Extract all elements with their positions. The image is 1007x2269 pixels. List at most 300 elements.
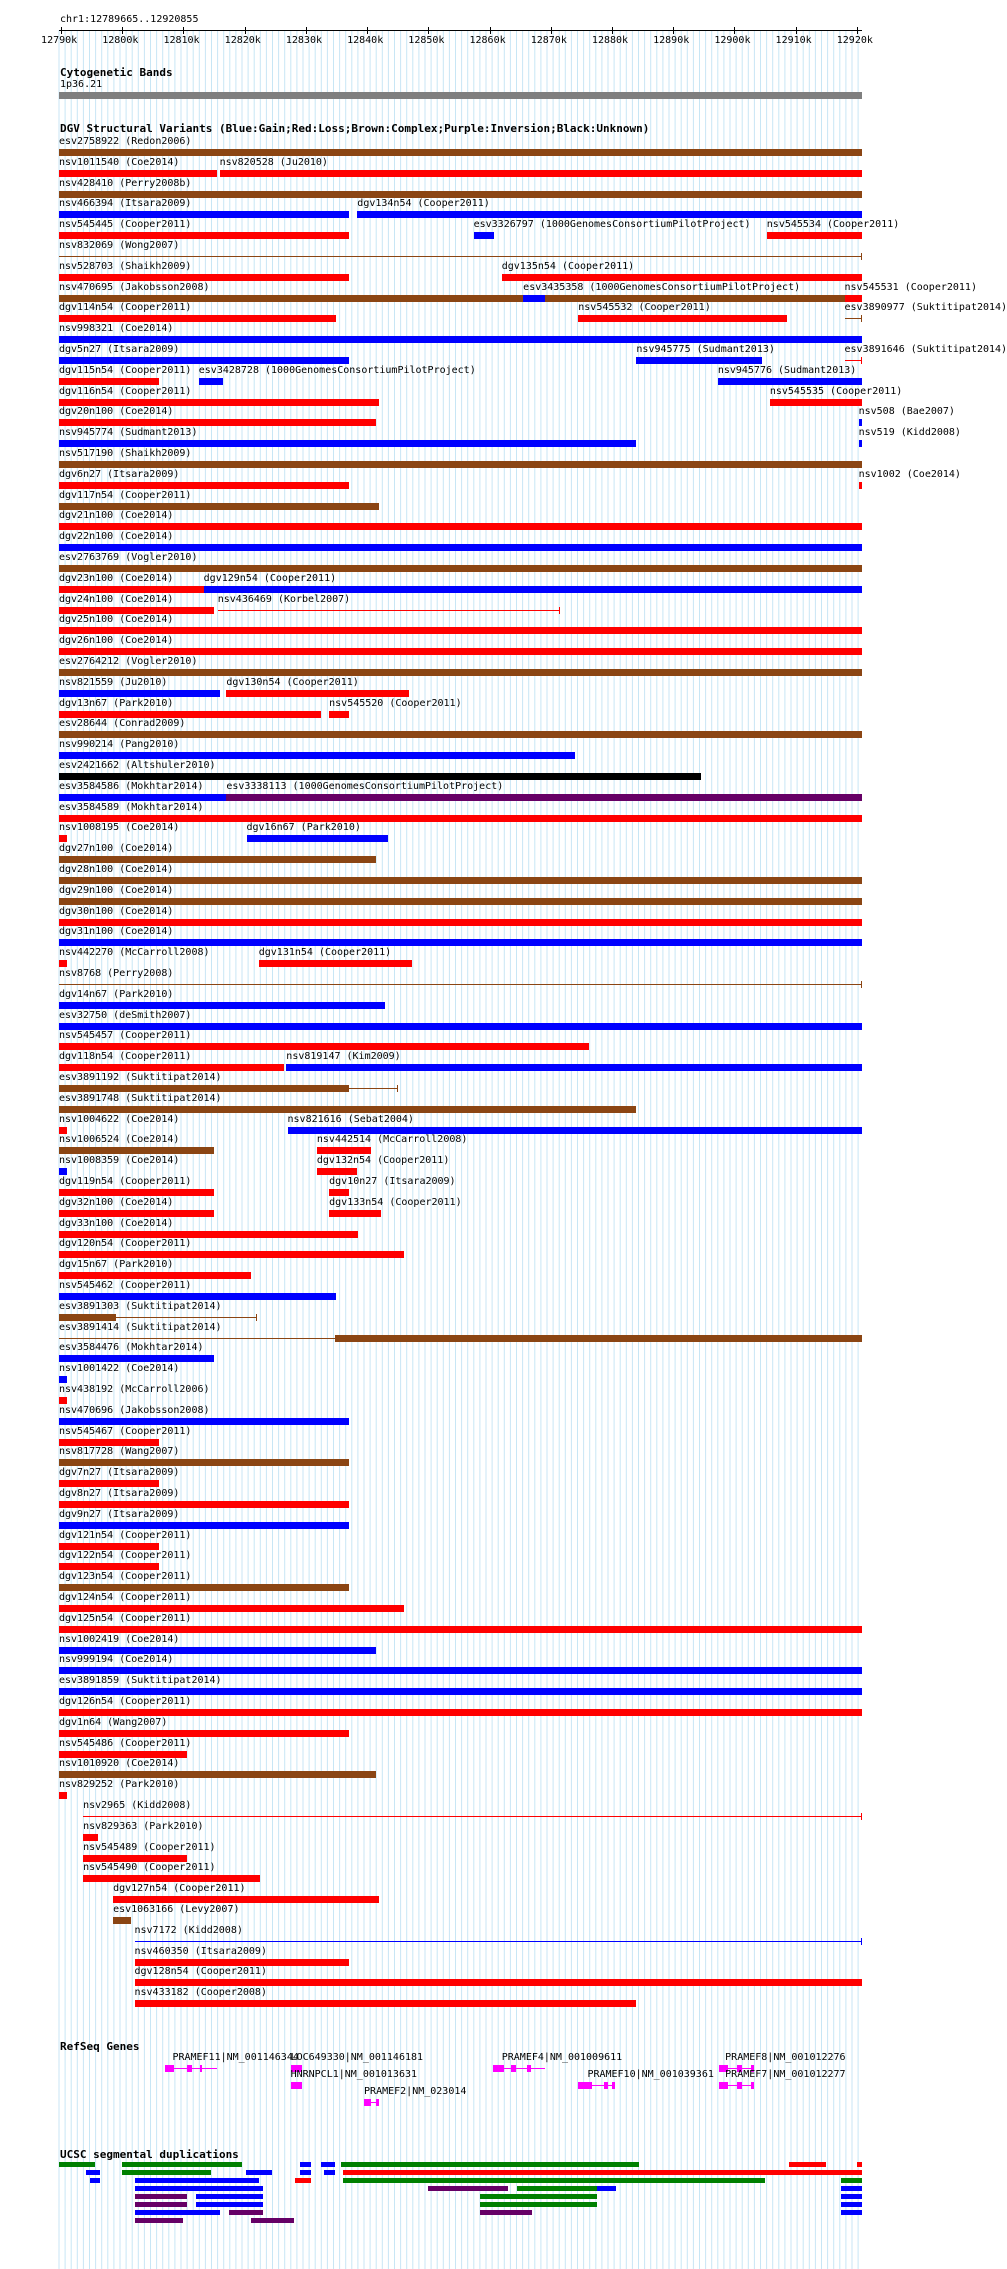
refseq-gene-exon[interactable] xyxy=(200,2065,202,2072)
dgv-feature-bar[interactable] xyxy=(83,1855,186,1862)
segdup-feature-bar[interactable] xyxy=(59,2162,95,2167)
dgv-feature-label: dgv129n54 (Cooper2011) xyxy=(203,572,337,584)
dgv-feature-label: dgv119n54 (Cooper2011) xyxy=(59,1176,192,1187)
refseq-track-title[interactable]: RefSeq Genes xyxy=(60,2040,140,2053)
dgv-feature-label: dgv26n100 (Coe2014) xyxy=(59,635,174,647)
segdup-feature-bar[interactable] xyxy=(789,2162,826,2167)
dgv-feature-label: dgv1n64 (Wang2007) xyxy=(59,1716,168,1728)
refseq-gene-exon[interactable] xyxy=(527,2065,530,2072)
ruler-axis-line xyxy=(59,30,862,31)
segdup-feature-bar[interactable] xyxy=(122,2170,211,2175)
segdup-feature-bar[interactable] xyxy=(135,2194,187,2199)
dgv-feature-bar[interactable] xyxy=(199,378,223,385)
dgv-feature-bar[interactable] xyxy=(59,856,376,863)
ruler-tick-label: 12790k xyxy=(41,35,78,46)
dgv-feature-bar[interactable] xyxy=(59,191,862,198)
dgv-feature-bar[interactable] xyxy=(59,1251,404,1258)
dgv-feature-label: dgv5n27 (Itsara2009) xyxy=(59,344,180,355)
dgv-feature-bar[interactable] xyxy=(59,773,701,780)
ruler-tick xyxy=(857,27,858,34)
dgv-feature-bar[interactable] xyxy=(59,607,214,614)
dgv-feature-label: nsv1002419 (Coe2014) xyxy=(59,1633,180,1645)
dgv-feature-line[interactable] xyxy=(349,1088,398,1089)
ruler-tick-label: 12870k xyxy=(530,35,567,46)
dgv-feature-bar[interactable] xyxy=(59,1376,67,1383)
dgv-feature-bar[interactable] xyxy=(59,1563,159,1570)
dgv-feature-end xyxy=(861,1938,862,1945)
dgv-feature-bar[interactable] xyxy=(718,378,862,385)
dgv-feature-bar[interactable] xyxy=(59,835,67,842)
segdup-feature-bar[interactable] xyxy=(321,2162,335,2167)
dgv-feature-bar[interactable] xyxy=(59,898,862,905)
dgv-feature-bar[interactable] xyxy=(59,815,862,822)
dgv-feature-bar[interactable] xyxy=(329,1189,349,1196)
dgv-feature-label: dgv21n100 (Coe2014) xyxy=(59,510,174,522)
dgv-feature-bar[interactable] xyxy=(767,232,862,239)
dgv-feature-line[interactable] xyxy=(59,1338,336,1339)
dgv-feature-label: dgv6n27 (Itsara2009) xyxy=(59,468,180,480)
dgv-feature-bar[interactable] xyxy=(59,1127,67,1134)
segdup-feature-bar[interactable] xyxy=(90,2178,100,2183)
dgv-feature-bar[interactable] xyxy=(59,170,217,177)
dgv-feature-bar[interactable] xyxy=(317,1168,357,1175)
dgv-feature-label: esv2758922 (Redon2006) xyxy=(59,136,192,147)
dgv-feature-label: esv3584586 (Mokhtar2014) xyxy=(59,780,204,792)
refseq-gene-exon[interactable] xyxy=(578,2082,592,2089)
segdup-feature-bar[interactable] xyxy=(122,2162,241,2167)
dgv-feature-bar[interactable] xyxy=(59,669,862,676)
segdup-feature-bar[interactable] xyxy=(480,2202,596,2207)
dgv-feature-bar[interactable] xyxy=(859,440,862,447)
dgv-feature-bar[interactable] xyxy=(59,1751,187,1758)
dgv-feature-line[interactable] xyxy=(83,1816,862,1817)
dgv-feature-bar[interactable] xyxy=(59,1605,404,1612)
dgv-feature-label: nsv545535 (Cooper2011) xyxy=(769,385,903,397)
dgv-feature-label: nsv545445 (Cooper2011) xyxy=(59,219,192,231)
dgv-feature-label: dgv125n54 (Cooper2011) xyxy=(59,1612,192,1624)
dgv-feature-label: nsv545532 (Cooper2011) xyxy=(578,302,711,314)
dgv-feature-label: dgv31n100 (Coe2014) xyxy=(59,926,174,938)
dgv-feature-line[interactable] xyxy=(59,984,862,985)
dgv-feature-bar[interactable] xyxy=(59,232,349,239)
dgv-feature-label: nsv438192 (McCarroll2006) xyxy=(59,1384,210,1395)
refseq-gene-exon[interactable] xyxy=(291,2082,302,2089)
dgv-feature-label: esv2763769 (Vogler2010) xyxy=(59,552,198,563)
dgv-feature-bar[interactable] xyxy=(59,1397,67,1404)
dgv-feature-bar[interactable] xyxy=(59,1688,862,1695)
dgv-feature-end xyxy=(861,981,862,988)
segdup-feature-bar[interactable] xyxy=(196,2194,263,2199)
dgv-feature-label: nsv470696 (Jakobsson2008) xyxy=(59,1404,210,1416)
dgv-feature-bar[interactable] xyxy=(59,565,862,572)
dgv-feature-bar[interactable] xyxy=(357,211,862,218)
ruler-tick xyxy=(245,27,246,34)
dgv-feature-label: dgv132n54 (Cooper2011) xyxy=(316,1155,450,1167)
segdup-feature-bar[interactable] xyxy=(343,2170,862,2175)
dgv-feature-bar[interactable] xyxy=(59,1771,376,1778)
refseq-gene-exon[interactable] xyxy=(493,2065,504,2072)
dgv-feature-bar[interactable] xyxy=(59,711,321,718)
dgv-feature-bar[interactable] xyxy=(59,939,862,946)
dgv-feature-label: esv3891192 (Suktitipat2014) xyxy=(59,1072,222,1083)
dgv-feature-bar[interactable] xyxy=(113,1896,379,1903)
dgv-feature-bar[interactable] xyxy=(220,170,862,177)
cytoband-label: 1p36.21 xyxy=(60,79,103,90)
dgv-feature-bar[interactable] xyxy=(59,731,862,738)
dgv-feature-bar[interactable] xyxy=(135,1959,349,1966)
dgv-feature-bar[interactable] xyxy=(59,1584,349,1591)
dgv-feature-line[interactable] xyxy=(135,1941,862,1942)
cytoband-track-title[interactable]: Cytogenetic Bands xyxy=(60,66,173,79)
dgv-feature-bar[interactable] xyxy=(336,1335,862,1342)
segdup-feature-bar[interactable] xyxy=(841,2194,862,2199)
dgv-feature-bar[interactable] xyxy=(59,1501,349,1508)
dgv-feature-label: nsv433182 (Cooper2008) xyxy=(134,1987,267,1999)
dgv-feature-bar[interactable] xyxy=(636,357,761,364)
dgv-feature-bar[interactable] xyxy=(59,1355,214,1362)
dgv-feature-label: nsv990214 (Pang2010) xyxy=(59,739,180,751)
dgv-feature-label: dgv20n100 (Coe2014) xyxy=(59,406,174,418)
segdup-feature-bar[interactable] xyxy=(135,2210,221,2215)
dgv-feature-bar[interactable] xyxy=(59,274,349,281)
dgv-feature-label: nsv817728 (Wang2007) xyxy=(59,1446,180,1458)
dgv-feature-bar[interactable] xyxy=(59,690,220,697)
dgv-feature-label: nsv945774 (Sudmant2013) xyxy=(59,427,198,439)
segdup-feature-bar[interactable] xyxy=(341,2162,640,2167)
ruler-tick-label: 12880k xyxy=(591,35,629,46)
dgv-feature-label: nsv545462 (Cooper2011) xyxy=(59,1280,192,1291)
refseq-gene-label: PRAMEF7|NM_001012277 xyxy=(725,2069,846,2080)
dgv-feature-label: nsv1006524 (Coe2014) xyxy=(59,1134,180,1146)
dgv-feature-bar[interactable] xyxy=(59,357,349,364)
dgv-feature-bar[interactable] xyxy=(59,1147,214,1154)
dgv-track-title[interactable]: DGV Structural Variants (Blue:Gain;Red:Loss;Brown:Complex;Purple:Inversion;Black:Unknown) xyxy=(60,122,650,135)
dgv-feature-bar[interactable] xyxy=(59,1626,862,1633)
dgv-feature-bar[interactable] xyxy=(59,877,862,884)
dgv-feature-label: esv3891859 (Suktitipat2014) xyxy=(59,1675,222,1687)
refseq-gene-exon[interactable] xyxy=(376,2099,379,2106)
segdup-feature-bar[interactable] xyxy=(480,2194,596,2199)
refseq-gene-label: PRAMEF10|NM_001039361 xyxy=(587,2069,714,2080)
dgv-feature-label: esv3584476 (Mokhtar2014) xyxy=(59,1342,204,1354)
dgv-feature-label: dgv8n27 (Itsara2009) xyxy=(59,1488,180,1499)
dgv-feature-label: esv3891646 (Suktitipat2014) xyxy=(844,344,1007,355)
dgv-feature-bar[interactable] xyxy=(59,1293,336,1300)
dgv-feature-label: esv3584589 (Mokhtar2014) xyxy=(59,801,204,813)
dgv-feature-label: nsv999194 (Coe2014) xyxy=(59,1654,174,1666)
dgv-feature-label: dgv115n54 (Cooper2011) xyxy=(59,364,192,376)
segdup-feature-bar[interactable] xyxy=(428,2186,508,2191)
dgv-feature-bar[interactable] xyxy=(502,274,862,281)
dgv-feature-label: esv3890977 (Suktitipat2014) xyxy=(844,302,1007,314)
segdup-feature-bar[interactable] xyxy=(86,2170,99,2175)
dgv-feature-label: nsv832069 (Wong2007) xyxy=(59,240,180,251)
dgv-feature-bar[interactable] xyxy=(204,586,862,593)
dgv-feature-bar[interactable] xyxy=(59,399,379,406)
segdup-feature-bar[interactable] xyxy=(517,2186,600,2191)
dgv-feature-bar[interactable] xyxy=(59,1543,159,1550)
ruler-tick-label: 12900k xyxy=(714,35,751,46)
dgv-feature-label: nsv1011540 (Coe2014) xyxy=(59,156,180,168)
dgv-feature-bar[interactable] xyxy=(845,295,862,302)
segdup-feature-bar[interactable] xyxy=(135,2186,264,2191)
dgv-feature-bar[interactable] xyxy=(474,232,495,239)
ruler-tick-label: 12890k xyxy=(653,35,690,46)
dgv-feature-bar[interactable] xyxy=(113,1917,131,1924)
segdup-feature-bar[interactable] xyxy=(135,2218,184,2223)
ruler-tick-label: 12800k xyxy=(102,35,139,46)
refseq-gene-label: PRAMEF4|NM_001009611 xyxy=(501,2052,623,2063)
dgv-feature-label: dgv127n54 (Cooper2011) xyxy=(113,1883,246,1895)
dgv-feature-label: dgv135n54 (Cooper2011) xyxy=(501,260,635,272)
dgv-feature-bar[interactable] xyxy=(317,1147,371,1154)
dgv-feature-bar[interactable] xyxy=(247,835,388,842)
dgv-feature-label: nsv545531 (Cooper2011) xyxy=(844,281,977,293)
dgv-feature-bar[interactable] xyxy=(59,1189,214,1196)
ruler-tick xyxy=(490,27,491,34)
dgv-feature-label: dgv117n54 (Cooper2011) xyxy=(59,489,192,501)
segdup-feature-bar[interactable] xyxy=(841,2202,862,2207)
dgv-feature-end xyxy=(861,315,862,322)
dgv-feature-bar[interactable] xyxy=(329,1210,380,1217)
dgv-feature-label: nsv436469 (Korbel2007) xyxy=(217,593,351,605)
segdup-feature-bar[interactable] xyxy=(300,2162,311,2167)
refseq-gene-label: HNRNPCL1|NM_001013631 xyxy=(290,2069,418,2080)
dgv-feature-label: dgv27n100 (Coe2014) xyxy=(59,843,174,855)
dgv-feature-label: nsv545486 (Cooper2011) xyxy=(59,1737,192,1749)
dgv-feature-bar[interactable] xyxy=(59,1106,636,1113)
dgv-feature-label: nsv545457 (Cooper2011) xyxy=(59,1030,192,1042)
refseq-gene-exon[interactable] xyxy=(511,2065,516,2072)
dgv-feature-line[interactable] xyxy=(845,360,862,361)
segdup-feature-bar[interactable] xyxy=(841,2178,862,2183)
ruler-tick xyxy=(122,27,123,34)
dgv-feature-label: dgv28n100 (Coe2014) xyxy=(59,864,174,875)
segdup-feature-bar[interactable] xyxy=(480,2210,532,2215)
ruler-range-label: chr1:12789665..12920855 xyxy=(60,14,199,25)
segdup-feature-bar[interactable] xyxy=(135,2202,187,2207)
dgv-feature-bar[interactable] xyxy=(578,315,787,322)
dgv-feature-label: dgv32n100 (Coe2014) xyxy=(59,1196,174,1208)
segdup-feature-bar[interactable] xyxy=(300,2170,311,2175)
dgv-feature-bar[interactable] xyxy=(259,960,412,967)
refseq-gene-exon[interactable] xyxy=(165,2065,174,2072)
dgv-feature-end xyxy=(397,1085,398,1092)
dgv-feature-bar[interactable] xyxy=(59,336,862,343)
dgv-feature-bar[interactable] xyxy=(59,1064,284,1071)
dgv-feature-line[interactable] xyxy=(218,610,560,611)
dgv-feature-bar[interactable] xyxy=(59,1023,862,1030)
dgv-feature-line[interactable] xyxy=(59,256,862,257)
dgv-feature-bar[interactable] xyxy=(59,1002,385,1009)
dgv-feature-label: dgv128n54 (Cooper2011) xyxy=(134,1966,267,1978)
dgv-feature-bar[interactable] xyxy=(135,2000,637,2007)
refseq-gene-exon[interactable] xyxy=(187,2065,193,2072)
dgv-feature-bar[interactable] xyxy=(770,399,862,406)
dgv-feature-bar[interactable] xyxy=(59,1667,862,1674)
ruler-tick-label: 12820k xyxy=(224,35,261,46)
dgv-feature-bar[interactable] xyxy=(59,960,67,967)
dgv-feature-label: esv3326797 (1000GenomesConsortiumPilotProject) xyxy=(473,219,751,231)
dgv-feature-label: dgv123n54 (Cooper2011) xyxy=(59,1571,192,1583)
dgv-feature-bar[interactable] xyxy=(523,295,544,302)
dgv-feature-label: esv2421662 (Altshuler2010) xyxy=(59,760,216,771)
dgv-feature-label: nsv1008195 (Coe2014) xyxy=(59,822,180,834)
ruler-tick xyxy=(428,27,429,34)
ruler-tick xyxy=(734,27,735,34)
dgv-feature-bar[interactable] xyxy=(59,295,862,302)
ruler-tick xyxy=(673,27,674,34)
dgv-feature-bar[interactable] xyxy=(859,482,862,489)
refseq-gene-exon[interactable] xyxy=(604,2082,608,2089)
dgv-feature-bar[interactable] xyxy=(59,1210,214,1217)
dgv-feature-bar[interactable] xyxy=(59,1418,349,1425)
dgv-feature-label: dgv7n27 (Itsara2009) xyxy=(59,1467,180,1479)
dgv-feature-label: nsv1002 (Coe2014) xyxy=(858,468,961,480)
ruler-tick xyxy=(367,27,368,34)
dgv-feature-line[interactable] xyxy=(845,318,862,319)
dgv-feature-bar[interactable] xyxy=(329,711,349,718)
dgv-feature-label: dgv15n67 (Park2010) xyxy=(59,1259,174,1271)
dgv-feature-label: dgv30n100 (Coe2014) xyxy=(59,905,174,917)
refseq-gene-exon[interactable] xyxy=(751,2082,753,2089)
dgv-feature-bar[interactable] xyxy=(59,1085,349,1092)
ruler-tick-label: 12920k xyxy=(836,35,873,46)
dgv-feature-bar[interactable] xyxy=(59,503,379,510)
segdup-feature-bar[interactable] xyxy=(135,2178,260,2183)
dgv-feature-bar[interactable] xyxy=(59,461,862,468)
dgv-feature-bar[interactable] xyxy=(59,315,336,322)
dgv-feature-bar[interactable] xyxy=(59,919,862,926)
ruler-tick xyxy=(183,27,184,34)
dgv-feature-bar[interactable] xyxy=(59,419,376,426)
dgv-feature-bar[interactable] xyxy=(59,523,862,530)
dgv-feature-bar[interactable] xyxy=(59,440,636,447)
dgv-feature-label: dgv122n54 (Cooper2011) xyxy=(59,1550,192,1562)
dgv-feature-bar[interactable] xyxy=(59,1168,67,1175)
dgv-feature-bar[interactable] xyxy=(59,1730,349,1737)
dgv-feature-label: nsv442270 (McCarroll2008) xyxy=(59,947,210,959)
segdup-feature-bar[interactable] xyxy=(246,2170,272,2175)
dgv-feature-label: dgv23n100 (Coe2014) xyxy=(59,572,174,584)
dgv-feature-bar[interactable] xyxy=(135,1979,862,1986)
dgv-feature-label: nsv945775 (Sudmant2013) xyxy=(636,344,775,355)
ruler-tick xyxy=(612,27,613,34)
dgv-feature-label: dgv131n54 (Cooper2011) xyxy=(258,947,392,959)
dgv-feature-label: dgv126n54 (Cooper2011) xyxy=(59,1696,192,1707)
dgv-feature-bar[interactable] xyxy=(59,1314,116,1321)
cytoband-bar[interactable] xyxy=(59,92,862,99)
dgv-feature-bar[interactable] xyxy=(59,1272,251,1279)
ruler-tick-label: 12840k xyxy=(347,35,384,46)
dgv-feature-bar[interactable] xyxy=(226,794,862,801)
ruler-tick xyxy=(796,27,797,34)
dgv-feature-bar[interactable] xyxy=(59,794,226,801)
dgv-feature-label: esv2764212 (Vogler2010) xyxy=(59,656,198,667)
dgv-feature-label: dgv121n54 (Cooper2011) xyxy=(59,1529,192,1541)
segdup-feature-bar[interactable] xyxy=(251,2218,294,2223)
dgv-feature-label: esv3891748 (Suktitipat2014) xyxy=(59,1092,222,1104)
segdup-feature-bar[interactable] xyxy=(597,2186,617,2191)
dgv-feature-bar[interactable] xyxy=(59,378,159,385)
dgv-feature-label: dgv29n100 (Coe2014) xyxy=(59,884,174,896)
ruler-tick-label: 12860k xyxy=(469,35,506,46)
dgv-feature-bar[interactable] xyxy=(59,1043,589,1050)
dgv-feature-bar[interactable] xyxy=(59,648,862,655)
segdup-feature-bar[interactable] xyxy=(229,2210,263,2215)
segdup-feature-bar[interactable] xyxy=(841,2210,862,2215)
dgv-feature-label: dgv114n54 (Cooper2011) xyxy=(59,302,192,314)
dgv-feature-bar[interactable] xyxy=(59,1709,862,1716)
segdup-feature-bar[interactable] xyxy=(857,2162,862,2167)
dgv-feature-bar[interactable] xyxy=(59,149,862,156)
dgv-feature-bar[interactable] xyxy=(59,1522,349,1529)
dgv-feature-label: nsv545520 (Cooper2011) xyxy=(329,697,462,709)
refseq-gene-label: PRAMEF11|NM_001146344 xyxy=(172,2052,299,2063)
refseq-gene-exon[interactable] xyxy=(719,2082,728,2089)
dgv-feature-bar[interactable] xyxy=(288,1127,862,1134)
refseq-gene-exon[interactable] xyxy=(364,2099,371,2106)
dgv-feature-bar[interactable] xyxy=(59,544,862,551)
dgv-feature-bar[interactable] xyxy=(59,1647,376,1654)
segdup-feature-bar[interactable] xyxy=(196,2202,263,2207)
dgv-feature-label: nsv517190 (Shaikh2009) xyxy=(59,448,192,459)
dgv-feature-label: nsv821616 (Sebat2004) xyxy=(287,1113,414,1125)
segdup-track-title[interactable]: UCSC segmental duplications xyxy=(60,2148,239,2161)
dgv-feature-bar[interactable] xyxy=(59,1792,67,1799)
dgv-feature-label: dgv25n100 (Coe2014) xyxy=(59,614,174,626)
dgv-feature-bar[interactable] xyxy=(59,1459,349,1466)
refseq-gene-exon[interactable] xyxy=(737,2082,742,2089)
dgv-feature-bar[interactable] xyxy=(83,1834,98,1841)
dgv-feature-bar[interactable] xyxy=(59,482,349,489)
segdup-feature-bar[interactable] xyxy=(324,2170,335,2175)
dgv-feature-label: dgv130n54 (Cooper2011) xyxy=(226,676,359,688)
dgv-feature-label: nsv545490 (Cooper2011) xyxy=(83,1862,216,1874)
dgv-feature-end xyxy=(861,253,862,260)
dgv-feature-bar[interactable] xyxy=(59,1439,159,1446)
dgv-feature-bar[interactable] xyxy=(59,752,575,759)
dgv-feature-label: esv3338113 (1000GenomesConsortiumPilotProject) xyxy=(226,780,504,792)
dgv-feature-label: dgv16n67 (Park2010) xyxy=(246,822,361,834)
dgv-feature-bar[interactable] xyxy=(83,1875,260,1882)
dgv-feature-label: esv3891303 (Suktitipat2014) xyxy=(59,1300,222,1312)
dgv-feature-label: nsv545489 (Cooper2011) xyxy=(83,1841,216,1853)
dgv-feature-line[interactable] xyxy=(116,1317,257,1318)
refseq-gene-label: LOC649330|NM_001146181 xyxy=(290,2052,424,2063)
refseq-gene-exon[interactable] xyxy=(612,2082,615,2089)
dgv-feature-bar[interactable] xyxy=(859,419,862,426)
ruler-tick xyxy=(306,27,307,34)
ruler-tick xyxy=(551,27,552,34)
dgv-feature-bar[interactable] xyxy=(59,1231,358,1238)
dgv-feature-label: dgv118n54 (Cooper2011) xyxy=(59,1051,192,1063)
segdup-feature-bar[interactable] xyxy=(295,2178,311,2183)
dgv-feature-label: nsv470695 (Jakobsson2008) xyxy=(59,281,210,293)
dgv-feature-label: nsv829252 (Park2010) xyxy=(59,1779,180,1791)
segdup-feature-bar[interactable] xyxy=(841,2186,862,2191)
dgv-feature-bar[interactable] xyxy=(226,690,409,697)
dgv-feature-label: nsv442514 (McCarroll2008) xyxy=(316,1134,468,1146)
dgv-feature-label: nsv7172 (Kidd2008) xyxy=(134,1924,243,1936)
dgv-feature-label: nsv545534 (Cooper2011) xyxy=(766,219,900,231)
dgv-feature-label: nsv998321 (Coe2014) xyxy=(59,323,174,335)
dgv-feature-bar[interactable] xyxy=(59,627,862,634)
dgv-feature-bar[interactable] xyxy=(59,211,349,218)
dgv-feature-bar[interactable] xyxy=(286,1064,862,1071)
segdup-feature-bar[interactable] xyxy=(343,2178,765,2183)
dgv-feature-bar[interactable] xyxy=(59,1480,159,1487)
